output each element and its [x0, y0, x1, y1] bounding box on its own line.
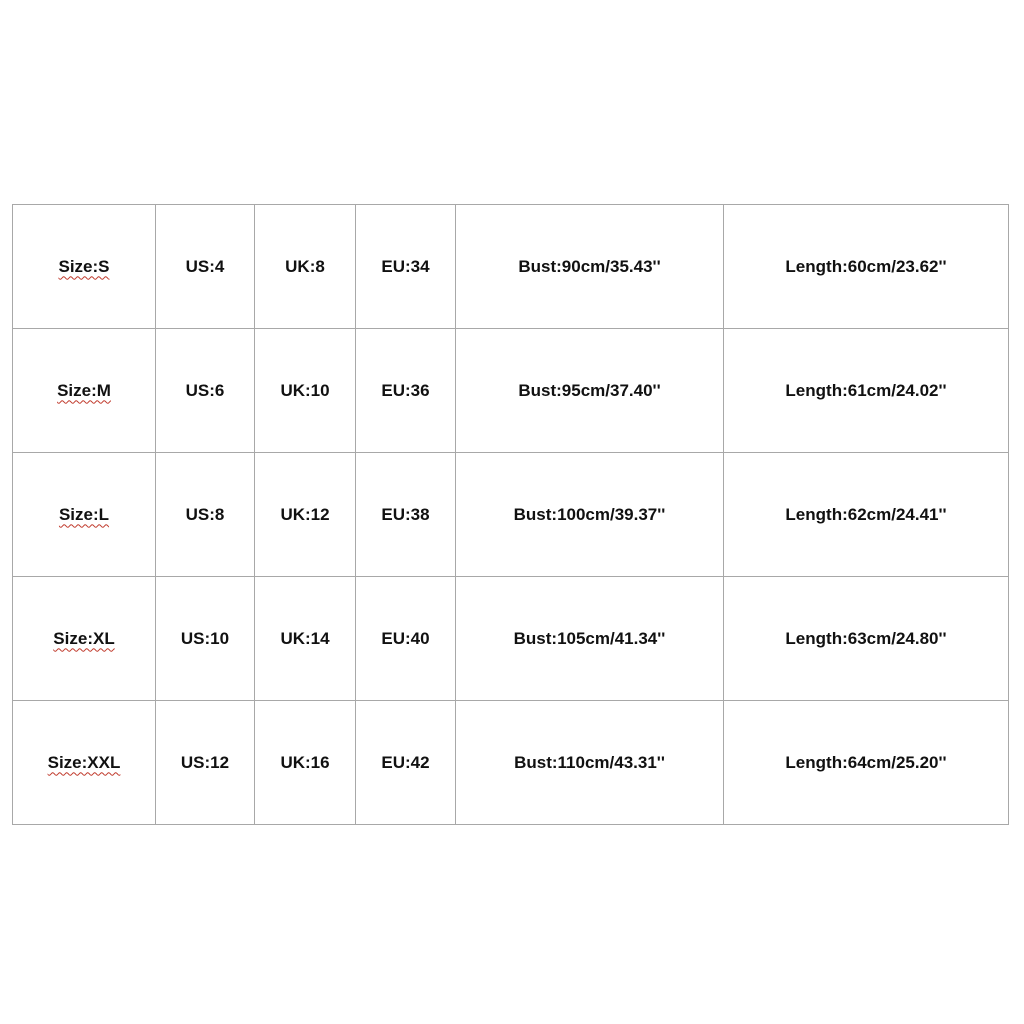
size-label: Size:XXL — [47, 752, 121, 772]
table-row — [13, 205, 1009, 329]
eu-size-cell: EU:38 — [356, 453, 456, 577]
table-row — [13, 329, 1009, 453]
bust-cell: Bust:100cm/39.37'' — [456, 453, 724, 577]
size-label: Size:S — [58, 256, 110, 276]
size-label: Size:M — [57, 380, 111, 400]
length-cell: Length:63cm/24.80'' — [724, 577, 1009, 701]
us-size-cell: US:6 — [156, 329, 255, 453]
length-cell: Length:64cm/25.20'' — [724, 701, 1009, 825]
length-cell: Length:61cm/24.02'' — [724, 329, 1009, 453]
size-label: Size:XL — [53, 628, 115, 648]
bust-cell: Bust:95cm/37.40'' — [456, 329, 724, 453]
size-cell — [13, 701, 156, 825]
table-row — [13, 577, 1009, 701]
uk-size-cell: UK:16 — [255, 701, 356, 825]
size-cell — [13, 453, 156, 577]
size-cell — [13, 329, 156, 453]
size-cell — [13, 577, 156, 701]
length-cell: Length:60cm/23.62'' — [724, 205, 1009, 329]
eu-size-cell: EU:42 — [356, 701, 456, 825]
size-cell — [13, 205, 156, 329]
uk-size-cell: UK:14 — [255, 577, 356, 701]
length-cell: Length:62cm/24.41'' — [724, 453, 1009, 577]
eu-size-cell: EU:40 — [356, 577, 456, 701]
size-label: Size:L — [58, 504, 110, 524]
uk-size-cell: UK:10 — [255, 329, 356, 453]
table-row — [13, 701, 1009, 825]
us-size-cell: US:12 — [156, 701, 255, 825]
us-size-cell: US:8 — [156, 453, 255, 577]
us-size-cell: US:4 — [156, 205, 255, 329]
table-row — [13, 453, 1009, 577]
uk-size-cell: UK:8 — [255, 205, 356, 329]
uk-size-cell: UK:12 — [255, 453, 356, 577]
bust-cell: Bust:90cm/35.43'' — [456, 205, 724, 329]
us-size-cell: US:10 — [156, 577, 255, 701]
bust-cell: Bust:110cm/43.31'' — [456, 701, 724, 825]
bust-cell: Bust:105cm/41.34'' — [456, 577, 724, 701]
size-chart-table — [12, 204, 1009, 825]
eu-size-cell: EU:36 — [356, 329, 456, 453]
eu-size-cell: EU:34 — [356, 205, 456, 329]
